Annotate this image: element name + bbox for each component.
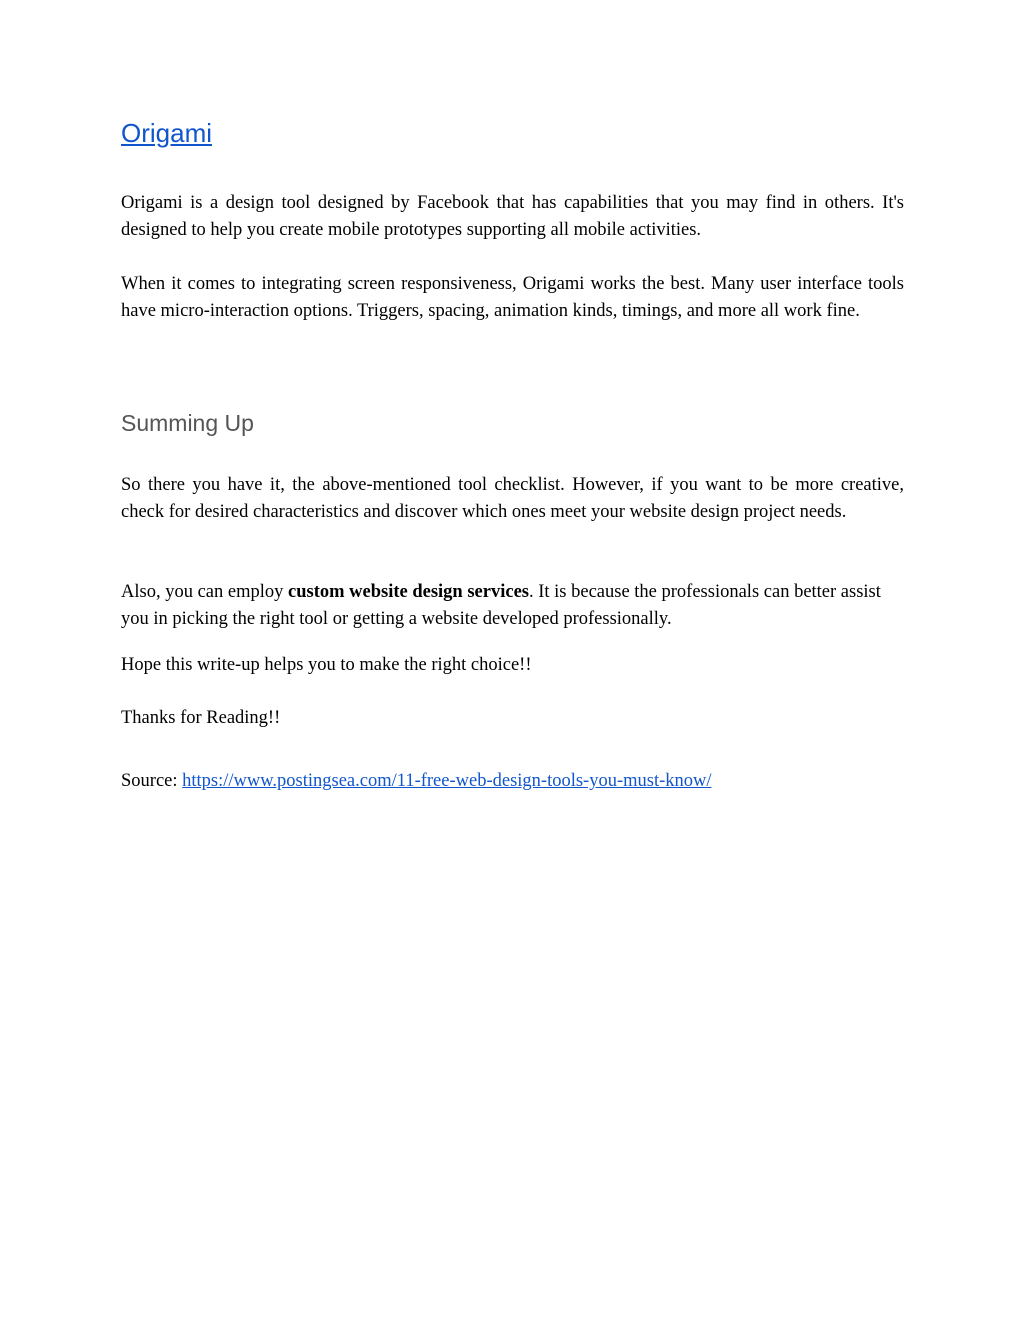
services-bold-text: custom website design services bbox=[288, 582, 529, 602]
summing-up-heading: Summing Up bbox=[121, 410, 254, 436]
source-link[interactable]: https://www.postingsea.com/11-free-web-design-tools-you-must-know/ bbox=[182, 771, 712, 791]
source-line bbox=[121, 768, 904, 795]
hope-paragraph: Hope this write-up helps you to make the right choice!! bbox=[121, 655, 532, 675]
source-label: Source: bbox=[121, 771, 183, 791]
services-paragraph bbox=[121, 579, 901, 632]
services-text-after: . It is because the professionals can better assist you in picking the right tool or getting a website developed professionally. bbox=[121, 582, 881, 629]
summary-paragraph: So there you have it, the above-mentioned tool checklist. However, if you want to be more creative, check for desired characteristics and discover which ones meet your website design project needs. bbox=[121, 475, 904, 522]
origami-features-paragraph: When it comes to integrating screen responsiveness, Origami works the best. Many user interface tools have micro-interaction options. Triggers, spacing, animation kinds, timings, and more all work fine. bbox=[121, 274, 904, 321]
origami-heading-link[interactable]: Origami bbox=[121, 118, 213, 148]
thanks-paragraph: Thanks for Reading!! bbox=[121, 708, 281, 728]
services-text-before: Also, you can employ bbox=[121, 582, 288, 602]
origami-intro-paragraph: Origami is a design tool designed by Facebook that has capabilities that you may find in others. It's designed to help you create mobile prototypes supporting all mobile activities. bbox=[121, 193, 904, 240]
